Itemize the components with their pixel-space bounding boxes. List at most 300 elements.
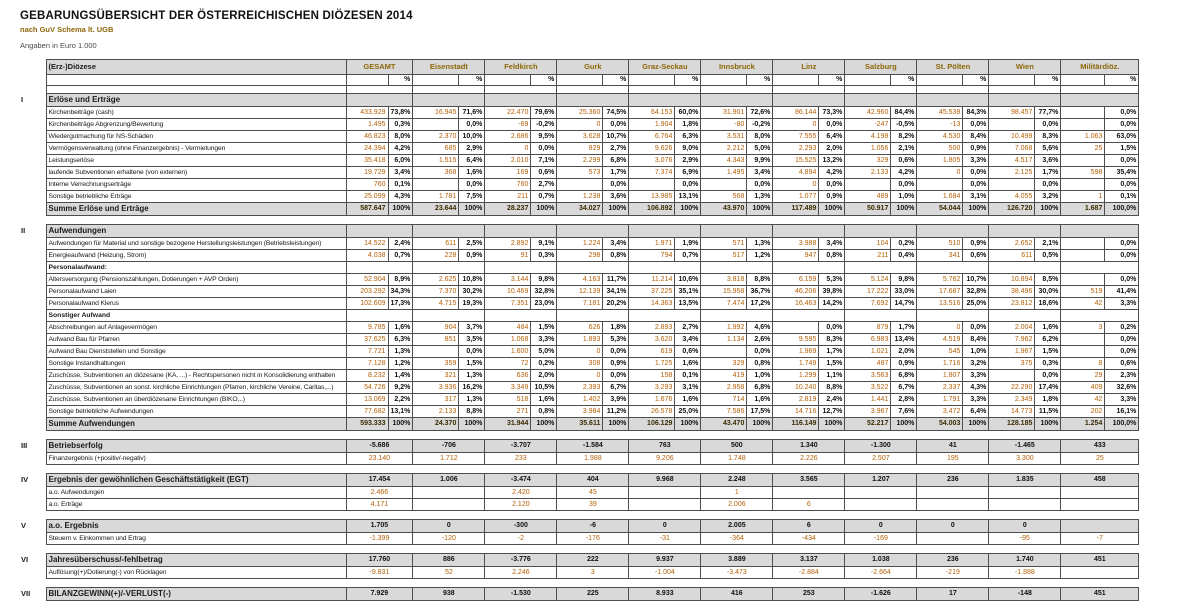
spacer-cell	[20, 465, 1139, 474]
value-cell: 1.495	[701, 167, 747, 179]
percent-cell: 1,8%	[603, 322, 629, 334]
value-cell: 1.021	[845, 346, 891, 358]
value-cell	[1061, 334, 1105, 346]
percent-cell: 20,2%	[603, 298, 629, 310]
value-cell: 54.003	[917, 418, 963, 431]
table-row	[20, 474, 1139, 487]
percent-cell: 13,4%	[891, 334, 917, 346]
empty-cell	[413, 86, 485, 94]
value-cell: 37.625	[346, 334, 388, 346]
percent-cell: 2,0%	[819, 143, 845, 155]
value-cell: 851	[413, 334, 459, 346]
percent-cell: 0,5%	[1035, 250, 1061, 262]
value-cell	[629, 75, 675, 86]
value-cell: -1.584	[557, 440, 629, 453]
percent-cell: 5,6%	[1035, 143, 1061, 155]
value-cell: 4.530	[917, 131, 963, 143]
value-cell: 0	[773, 179, 819, 191]
value-cell	[1061, 179, 1105, 191]
value-cell: 685	[413, 143, 459, 155]
value-cell: 15.958	[701, 286, 747, 298]
empty-cell	[773, 94, 845, 107]
table-row	[20, 334, 1139, 346]
percent-cell: 2,7%	[531, 179, 557, 191]
empty-cell	[1061, 262, 1139, 274]
table-row	[20, 554, 1139, 567]
percent-cell: 0,0%	[459, 346, 485, 358]
percent-cell: 0,0%	[459, 119, 485, 131]
percent-cell: 1,4%	[388, 370, 413, 382]
percent-cell: 100%	[459, 418, 485, 431]
value-cell: 2.652	[989, 238, 1035, 250]
row-numeral	[20, 487, 46, 499]
value-cell: 0	[917, 167, 963, 179]
value-cell	[346, 75, 388, 86]
value-cell: 2.686	[485, 131, 531, 143]
row-numeral	[20, 203, 46, 216]
percent-cell: 0,0%	[459, 179, 485, 191]
value-cell: -7	[1061, 533, 1139, 545]
percent-cell: 8,2%	[891, 131, 917, 143]
row-numeral	[20, 250, 46, 262]
value-cell: 4.894	[773, 167, 819, 179]
value-cell: 91	[485, 250, 531, 262]
value-cell: 593.333	[346, 418, 388, 431]
value-cell: 2.120	[485, 499, 557, 511]
percent-cell: 0,3%	[1035, 358, 1061, 370]
value-cell: -1.626	[845, 588, 917, 601]
value-cell: 25.099	[346, 191, 388, 203]
table-row	[20, 60, 1139, 75]
value-cell: 23.812	[989, 298, 1035, 310]
section-numeral: III	[21, 441, 28, 450]
value-cell: 3.300	[989, 453, 1061, 465]
value-cell: 14.773	[989, 406, 1035, 418]
value-cell: 28.237	[485, 203, 531, 216]
empty-cell	[917, 262, 989, 274]
row-label: Vermögensverwaltung (ohne Finanzergebnis) - Vermietungen	[46, 143, 346, 155]
row-numeral	[20, 274, 46, 286]
value-cell: 24.394	[346, 143, 388, 155]
row-numeral	[20, 298, 46, 310]
table-row	[20, 179, 1139, 191]
percent-cell: 1,5%	[1035, 346, 1061, 358]
value-cell: 375	[989, 358, 1035, 370]
value-cell: 29	[1061, 370, 1105, 382]
percent-cell: 11,2%	[603, 406, 629, 418]
percent-cell: 1,5%	[1105, 143, 1139, 155]
value-cell: 43.970	[701, 203, 747, 216]
value-cell: 52.904	[346, 274, 388, 286]
percent-cell: 0,0%	[1105, 238, 1139, 250]
empty-cell	[346, 262, 413, 274]
percent-cell: 1,3%	[388, 346, 413, 358]
percent-cell: 0,1%	[388, 179, 413, 191]
value-cell: 211	[845, 250, 891, 262]
empty-cell	[773, 310, 845, 322]
value-cell	[773, 75, 819, 86]
percent-cell: 5,3%	[819, 274, 845, 286]
value-cell	[845, 487, 917, 499]
empty-cell	[346, 86, 413, 94]
value-cell: 45	[557, 487, 629, 499]
percent-cell: 100%	[819, 203, 845, 216]
percent-cell: 0,8%	[747, 358, 773, 370]
value-cell: 22.470	[485, 107, 531, 119]
value-cell: 1.904	[629, 119, 675, 131]
value-cell	[485, 75, 531, 86]
value-cell: 518	[485, 394, 531, 406]
percent-cell: 9,2%	[388, 382, 413, 394]
table-row	[20, 487, 1139, 499]
percent-cell: 10,0%	[459, 131, 485, 143]
value-cell: 2.958	[701, 382, 747, 394]
percent-cell: 4,3%	[963, 382, 989, 394]
block-sub-label: Auflösung(+)/Dotierung(-) von Rücklagen	[46, 567, 346, 579]
value-cell	[773, 487, 845, 499]
percent-cell: 1,9%	[675, 238, 701, 250]
value-cell	[413, 487, 485, 499]
percent-cell: 13,1%	[675, 191, 701, 203]
value-cell: 886	[413, 554, 485, 567]
percent-cell: 0,9%	[891, 358, 917, 370]
table-row	[20, 322, 1139, 334]
percent-cell: 0,0%	[603, 179, 629, 191]
empty-cell	[485, 94, 557, 107]
table-row	[20, 418, 1139, 431]
value-cell: 195	[917, 453, 989, 465]
percent-cell: 3,6%	[1035, 155, 1061, 167]
value-cell: 1	[1061, 191, 1105, 203]
percent-cell: 84,4%	[891, 107, 917, 119]
value-cell: 14.522	[346, 238, 388, 250]
percent-cell: 2,0%	[891, 346, 917, 358]
value-cell: 1.716	[917, 358, 963, 370]
percent-cell: 0,0%	[963, 167, 989, 179]
value-cell: 0	[557, 370, 603, 382]
percent-cell: 11,7%	[603, 274, 629, 286]
empty-cell	[773, 225, 845, 238]
value-cell: 16.945	[413, 107, 459, 119]
value-cell: 39	[557, 499, 629, 511]
value-cell: 2.004	[989, 322, 1035, 334]
empty-cell	[629, 225, 701, 238]
value-cell	[557, 179, 603, 191]
value-cell: 86.144	[773, 107, 819, 119]
value-cell: 519	[1061, 286, 1105, 298]
value-cell: 2.507	[845, 453, 917, 465]
value-cell: 1.224	[557, 238, 603, 250]
empty-cell	[557, 262, 629, 274]
percent-cell: 4,6%	[747, 322, 773, 334]
value-cell	[629, 179, 675, 191]
value-cell: 329	[845, 155, 891, 167]
value-cell: 3.563	[845, 370, 891, 382]
value-cell: 416	[701, 588, 773, 601]
value-cell: 1.807	[917, 370, 963, 382]
row-label: Zuschüsse, Subventionen an überdiözesane Einrichtungen (BIKO,..)	[46, 394, 346, 406]
value-cell: 7.370	[413, 286, 459, 298]
diozese-header-label: (Erz-)Diözese	[46, 60, 346, 75]
value-cell	[917, 179, 963, 191]
percent-cell: 0,0%	[963, 179, 989, 191]
table-row	[20, 310, 1139, 322]
table-row	[20, 203, 1139, 216]
percent-cell: 100%	[388, 203, 413, 216]
value-cell: 763	[629, 440, 701, 453]
value-cell: 929	[557, 143, 603, 155]
value-cell: 35.418	[346, 155, 388, 167]
value-cell: 9.595	[773, 334, 819, 346]
percent-cell: 3,4%	[819, 238, 845, 250]
value-cell: 23.140	[346, 453, 413, 465]
percent-cell: 1,6%	[747, 394, 773, 406]
empty-cell	[346, 310, 413, 322]
table-row	[20, 394, 1139, 406]
row-numeral	[20, 86, 46, 94]
percent-cell: 100%	[675, 203, 701, 216]
value-cell: 42.960	[845, 107, 891, 119]
value-cell: 3.076	[629, 155, 675, 167]
table-row	[20, 262, 1139, 274]
value-cell: 341	[917, 250, 963, 262]
table-row	[20, 225, 1139, 238]
diocese-column-header: Gurk	[557, 60, 629, 75]
value-cell: -3.474	[485, 474, 557, 487]
value-cell: 4.055	[989, 191, 1035, 203]
table-row	[20, 499, 1139, 511]
row-numeral	[20, 322, 46, 334]
value-cell: 7.721	[346, 346, 388, 358]
value-cell: 211	[485, 191, 531, 203]
diocese-column-header: Linz	[773, 60, 845, 75]
value-cell: 545	[917, 346, 963, 358]
value-cell: 52	[413, 567, 485, 579]
percent-cell: 3,3%	[963, 155, 989, 167]
value-cell: 158	[629, 370, 675, 382]
percent-cell: 0,1%	[675, 370, 701, 382]
value-cell: 3.522	[845, 382, 891, 394]
value-cell: 947	[773, 250, 819, 262]
percent-cell: 2,9%	[459, 143, 485, 155]
section-header-label: Aufwendungen	[46, 225, 346, 238]
diocese-column-header: GESAMT	[346, 60, 413, 75]
value-cell: 2.393	[557, 382, 603, 394]
percent-cell: 6,7%	[891, 382, 917, 394]
value-cell: 1.068	[485, 334, 531, 346]
empty-cell	[845, 86, 917, 94]
empty-cell	[485, 86, 557, 94]
percent-cell: 7,6%	[891, 406, 917, 418]
value-cell	[1061, 238, 1105, 250]
value-cell: 611	[989, 250, 1035, 262]
empty-cell	[701, 86, 773, 94]
percent-cell: 0,6%	[891, 155, 917, 167]
diocese-column-header: Innsbruck	[701, 60, 773, 75]
value-cell	[1061, 499, 1139, 511]
percent-cell: 17,5%	[747, 406, 773, 418]
row-numeral	[20, 499, 46, 511]
percent-cell: 8,3%	[1035, 131, 1061, 143]
percent-cell: 10,5%	[531, 382, 557, 394]
percent-cell: 8,4%	[963, 131, 989, 143]
sum-row-label: Summe Aufwendungen	[46, 418, 346, 431]
percent-cell: 100%	[531, 203, 557, 216]
value-cell	[917, 499, 989, 511]
value-cell: 2.125	[989, 167, 1035, 179]
value-cell: 4.198	[845, 131, 891, 143]
percent-cell: 8,8%	[459, 406, 485, 418]
value-cell: 6.764	[629, 131, 675, 143]
value-cell	[701, 179, 747, 191]
row-numeral	[20, 453, 46, 465]
empty-cell	[413, 94, 485, 107]
percent-cell: 74,5%	[603, 107, 629, 119]
value-cell: 9.937	[629, 554, 701, 567]
value-cell: 1.676	[629, 394, 675, 406]
percent-cell: 0,0%	[819, 179, 845, 191]
label-cell	[46, 86, 346, 94]
empty-cell	[346, 225, 413, 238]
value-cell	[1061, 107, 1105, 119]
percent-header-cell: %	[675, 75, 701, 86]
value-cell	[845, 75, 891, 86]
percent-cell: 0,0%	[1105, 250, 1139, 262]
percent-cell: 0,9%	[603, 358, 629, 370]
empty-cell	[1061, 94, 1139, 107]
percent-cell: 0,8%	[819, 250, 845, 262]
empty-cell	[845, 310, 917, 322]
value-cell: 1.705	[346, 520, 413, 533]
percent-cell: 0,9%	[819, 191, 845, 203]
value-cell: 9.206	[629, 453, 701, 465]
percent-header-cell: %	[459, 75, 485, 86]
row-label: Leistungserlöse	[46, 155, 346, 167]
value-cell: 116.149	[773, 418, 819, 431]
percent-cell: 36,7%	[747, 286, 773, 298]
value-cell: 1.712	[413, 453, 485, 465]
value-cell: 203.292	[346, 286, 388, 298]
value-cell	[917, 533, 989, 545]
spacer-row	[20, 545, 1139, 554]
spacer-cell	[20, 431, 1139, 440]
percent-header-cell: %	[1105, 75, 1139, 86]
value-cell: -1.530	[485, 588, 557, 601]
value-cell: 15.525	[773, 155, 819, 167]
section-numeral: V	[21, 521, 27, 530]
row-label: Sonstige betriebliche Aufwendungen	[46, 406, 346, 418]
percent-cell: 23,0%	[531, 298, 557, 310]
value-cell: 1	[701, 487, 773, 499]
empty-cell	[485, 262, 557, 274]
percent-cell: 100%	[603, 418, 629, 431]
value-cell: 31.901	[701, 107, 747, 119]
empty-cell	[989, 310, 1061, 322]
block-header-label: BILANZGEWINN(+)/-VERLUST(-)	[46, 588, 346, 601]
value-cell: 3.293	[629, 382, 675, 394]
value-cell	[1061, 75, 1105, 86]
percent-cell: 0,0%	[1105, 346, 1139, 358]
empty-cell	[1061, 310, 1139, 322]
value-cell: 4.519	[917, 334, 963, 346]
value-cell: 329	[701, 358, 747, 370]
value-cell: 106.892	[629, 203, 675, 216]
empty-cell	[845, 262, 917, 274]
table-row	[20, 143, 1139, 155]
value-cell: 611	[413, 238, 459, 250]
value-cell: 1.992	[701, 322, 747, 334]
value-cell: 2.370	[413, 131, 459, 143]
value-cell: 13.985	[629, 191, 675, 203]
value-cell: 46.823	[346, 131, 388, 143]
value-cell: 126.720	[989, 203, 1035, 216]
value-cell: 3.889	[701, 554, 773, 567]
section-numeral: VI	[21, 555, 29, 564]
value-cell: 573	[557, 167, 603, 179]
percent-cell: 60,0%	[675, 107, 701, 119]
value-cell: 11.214	[629, 274, 675, 286]
empty-cell	[989, 262, 1061, 274]
percent-cell: 63,0%	[1105, 131, 1139, 143]
percent-header-cell: %	[747, 75, 773, 86]
value-cell: 2.420	[485, 487, 557, 499]
percent-cell: 100%	[963, 203, 989, 216]
value-cell: 6.159	[773, 274, 819, 286]
empty-cell	[701, 225, 773, 238]
percent-cell: 0,0%	[603, 346, 629, 358]
value-cell: 4.517	[989, 155, 1035, 167]
percent-cell: 16,2%	[459, 382, 485, 394]
value-cell: -120	[413, 533, 485, 545]
percent-cell: 6,7%	[603, 382, 629, 394]
value-cell: -95	[989, 533, 1061, 545]
value-cell: 4.038	[346, 250, 388, 262]
value-cell: 202	[1061, 406, 1105, 418]
value-cell: 7.351	[485, 298, 531, 310]
value-cell	[1061, 567, 1139, 579]
main-table	[20, 59, 1139, 601]
value-cell	[917, 75, 963, 86]
table-row	[20, 358, 1139, 370]
value-cell: 3.628	[557, 131, 603, 143]
percent-cell: 13,2%	[819, 155, 845, 167]
percent-cell: 41,4%	[1105, 286, 1139, 298]
percent-cell: 1,3%	[747, 238, 773, 250]
empty-cell	[485, 225, 557, 238]
value-cell: 2.246	[485, 567, 557, 579]
percent-cell: 8,0%	[747, 131, 773, 143]
percent-cell: 0,7%	[388, 250, 413, 262]
value-cell: -69	[485, 119, 531, 131]
value-cell	[413, 75, 459, 86]
value-cell: 8	[1061, 358, 1105, 370]
diocese-column-header: Graz-Seckau	[629, 60, 701, 75]
value-cell: 487	[845, 358, 891, 370]
block-sub-label: a.o. Aufwendungen	[46, 487, 346, 499]
value-cell: -1.399	[346, 533, 413, 545]
value-cell: 17.687	[917, 286, 963, 298]
value-cell: 106.129	[629, 418, 675, 431]
value-cell: -176	[557, 533, 629, 545]
table-row	[20, 155, 1139, 167]
row-numeral	[20, 567, 46, 579]
percent-cell: 3,3%	[963, 370, 989, 382]
value-cell	[845, 499, 917, 511]
value-cell: 17.454	[346, 474, 413, 487]
value-cell: 1.495	[346, 119, 388, 131]
value-cell: 3.472	[917, 406, 963, 418]
value-cell: -219	[917, 567, 989, 579]
